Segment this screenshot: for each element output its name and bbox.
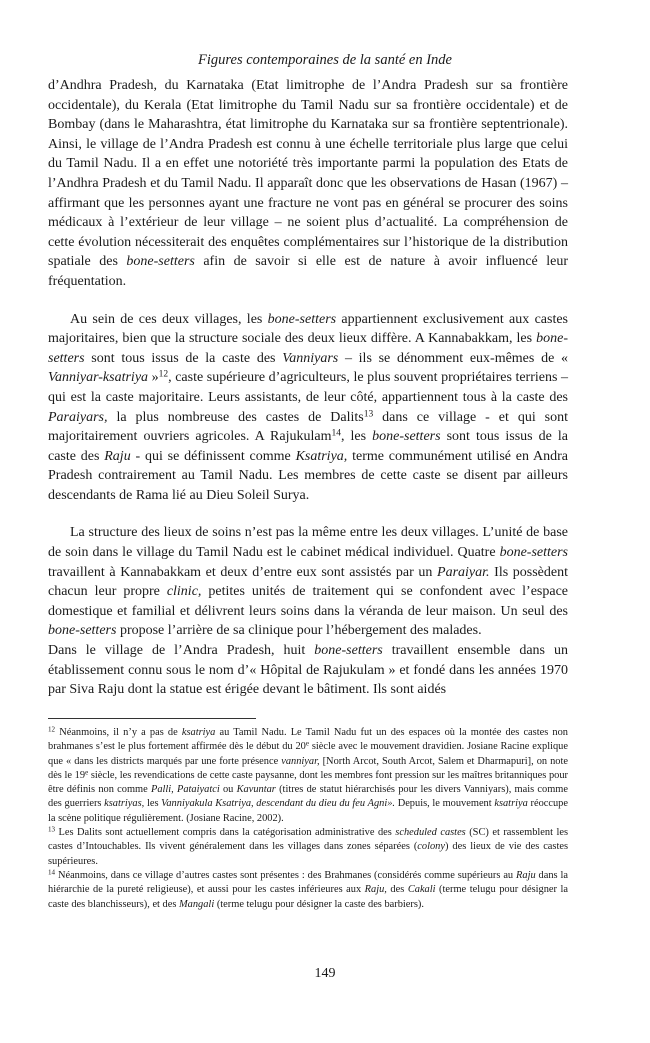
italic-term: bone-setters bbox=[372, 429, 441, 445]
italic-term: Cakali bbox=[407, 884, 436, 896]
text-run: - qui se définissent comme bbox=[130, 448, 296, 464]
text-run: ou bbox=[219, 784, 237, 796]
text-run: Depuis, le mouvement bbox=[395, 798, 495, 810]
paragraph bbox=[48, 76, 568, 292]
text-run: appartiennent exclusivement aux castes majoritaires, bien que la structure sociale des deux lieux diffère. A Kannabakkam, les bbox=[48, 311, 568, 347]
text-run: afin de savoir si elle est de nature à avoir influencé leur fréquentation. bbox=[48, 254, 569, 289]
text-run: , caste supérieure d’agriculteurs, le plus souvent propriétaires terriens – qui est la caste majoritaire. Leurs assistants, de leur côté, appartiennent tous à la caste des bbox=[48, 370, 569, 405]
text-run: les bbox=[144, 798, 162, 810]
ordinal-suffix: e bbox=[85, 768, 89, 777]
text-run: la plus nombreuse des castes de Dalits bbox=[107, 409, 364, 425]
footnote-ref[interactable]: 14 bbox=[331, 428, 341, 439]
italic-term: Palli, Pataiyatci bbox=[150, 784, 220, 796]
text-run: réoccupe la scène politique régulièrement. (Josiane Racine, 2002). bbox=[48, 798, 568, 824]
text-run: des bbox=[386, 884, 408, 896]
footnote-ref[interactable]: 12 bbox=[158, 369, 169, 380]
italic-term: bone-setters bbox=[499, 545, 568, 561]
italic-term: Ksatriya, bbox=[295, 448, 348, 464]
text-run: travaillent à Kannabakkam et deux d’entre eux sont assistés par un bbox=[48, 564, 438, 580]
italic-term: Raju bbox=[104, 448, 131, 464]
text-run: travaillent ensemble dans un établissement connu sous le nom d’« Hôpital de Rajukulam » et fondé dans les années 1970 par Siva Raju dont la statue est érigée devant le bâtiment. Ils sont aidés bbox=[48, 643, 568, 698]
text-run: propose l’arrière de sa clinique pour l’hébergement des malades. bbox=[116, 623, 482, 639]
text-run: au Tamil Nadu. Le Tamil Nadu fut un des espaces où la montée des castes non brahmanes s’est le plus fortement affirmée dès le début du 20 bbox=[48, 727, 568, 753]
text-run: (titres de statut hiérarchisés pour les divers Vanniyars), mais comme des guerriers bbox=[48, 784, 568, 810]
paragraph bbox=[48, 310, 568, 506]
footnote-number: 14 bbox=[48, 868, 56, 877]
text-run: terme communément utilisé en Andra Pradesh contrairement au Tamil Nadu. Les membres de cette caste se disent par ailleurs descendants de Rama lié au Dieu Soleil Surya. bbox=[48, 448, 568, 503]
text-run: – ils se dénomment eux-mêmes de « bbox=[338, 350, 569, 366]
italic-term: Paraiyar. bbox=[437, 564, 490, 580]
italic-term: ksatriyas, bbox=[104, 798, 145, 810]
italic-term: bone-setters bbox=[48, 331, 568, 366]
italic-term: bone-setters bbox=[267, 311, 337, 327]
footnote-number: 12 bbox=[48, 725, 56, 734]
text-run: dans ce village - et qui sont majoritairement ouvriers agricoles. A Rajukulam bbox=[48, 409, 568, 445]
italic-term: Kavuntar bbox=[236, 784, 276, 796]
text-run: (terme telugu pour désigner la caste des blanchisseurs), et des bbox=[48, 884, 568, 910]
paragraph bbox=[48, 523, 568, 641]
italic-term: ksatriya bbox=[181, 727, 216, 738]
footnote-14 bbox=[48, 869, 568, 912]
text-run: ) des lieux de vie des castes supérieures. bbox=[48, 841, 569, 867]
italic-term: Mangali bbox=[179, 898, 215, 910]
text-run: Les Dalits sont actuellement compris dans la catégorisation administrative des bbox=[55, 827, 396, 839]
footnote-separator bbox=[48, 718, 256, 719]
main-text bbox=[48, 76, 568, 700]
text-run: » bbox=[148, 370, 159, 386]
italic-term: Paraiyars, bbox=[48, 409, 108, 425]
text-run: (terme telugu pour désigner la caste des barbiers). bbox=[214, 898, 424, 910]
running-title: Figures contemporaines de la santé en Inde bbox=[198, 52, 452, 68]
footnote-number: 13 bbox=[48, 825, 56, 834]
italic-term: bone-setters bbox=[126, 254, 195, 270]
italic-term: Vanniyakula Ksatriya, descendant du dieu du feu Agni». bbox=[161, 798, 396, 810]
italic-term: bone-setters bbox=[48, 623, 117, 639]
italic-term: scheduled castes bbox=[395, 827, 466, 839]
text-run: Ils possèdent chacun leur propre bbox=[48, 564, 568, 600]
italic-term: Vanniyars bbox=[282, 350, 339, 366]
text-run: d’Andhra Pradesh, du Karnataka (Etat limitrophe de l’Andra Pradesh sur sa frontière occidentale), du Kerala (Etat limitrophe du Tamil Nadu sur sa frontière occidentale) et de Bombay (dans le Maharashtra, état limitrophe du Karnataka sur sa frontière septentrionale). Ainsi, le village de l’Andra Pradesh est connu à une échelle territoriale plus large que celui du Tamil Nadu. Il a en effet une notoriété très importante parmi la population des Etats de l’Andhra Pradesh et du Tamil Nadu. Il apparaît donc que les observations de Hasan (1967) – affirmant que les personnes ayant une fracture ne vont pas en général se procurer des soins médicaux à l’extérieur de leur village – ne soient plus d’actualité. La compréhension de cette évolution nécessiterait des enquêtes complémentaires sur l’historique de la distribution spatiale des bbox=[48, 78, 568, 270]
italic-term: bone-setters bbox=[314, 643, 383, 659]
footnote-ref[interactable]: 13 bbox=[363, 408, 374, 419]
text-run: sont tous issus de la caste des bbox=[48, 429, 568, 464]
footnote-12 bbox=[48, 726, 568, 826]
italic-term: Vanniyar-ksatriya bbox=[48, 370, 149, 386]
italic-term: Raju, bbox=[364, 884, 387, 896]
text-run: siècle avec le mouvement dravidien. Josiane Racine explique que « dans les districts marqués par une forte présence bbox=[48, 741, 568, 767]
text-run: Néanmoins, il n’y a pas de bbox=[55, 727, 182, 738]
text-run: siècle, les revendications de cette caste paysanne, dont les membres font pression sur les maîtres britanniques pour être définis non comme bbox=[48, 769, 568, 796]
text-run: Dans le village de l’Andra Pradesh, huit bbox=[48, 643, 315, 659]
text-run: Néanmoins, dans ce village d’autres castes sont présentes : des Brahmanes (considérés comme supérieurs au bbox=[55, 869, 517, 881]
text-run: [North Arcot, South Arcot, Salem et Dharmapuri], on note dès le 19 bbox=[48, 755, 568, 781]
footnotes bbox=[48, 726, 568, 912]
ordinal-suffix: e bbox=[305, 739, 309, 748]
text-run: , les bbox=[340, 429, 373, 445]
text-run: dans la hiérarchie de la pureté religieuse), et aussi pour les castes inférieures aux bbox=[48, 869, 568, 896]
italic-term: ksatriya bbox=[494, 798, 528, 810]
text-run: sont tous issus de la caste des bbox=[84, 350, 283, 366]
italic-term: Raju bbox=[516, 869, 536, 881]
paragraph bbox=[48, 641, 568, 700]
text-run: (SC) et rassemblent les castes d’Intouchables. Ils vivent généralement dans les villages dans zones séparées ( bbox=[48, 827, 568, 853]
footnote-13 bbox=[48, 826, 568, 869]
text-run: petites unités de traitement qui se confondent avec l’espace domestique et familial et délivrent leurs soins dans la véranda de leur maison. Un seul des bbox=[48, 584, 568, 619]
italic-term: vanniyar, bbox=[281, 755, 320, 767]
italic-term: colony bbox=[417, 841, 445, 853]
page-number: 149 bbox=[314, 966, 336, 981]
text-run: La structure des lieux de soins n’est pas la même entre les deux villages. L’unité de base de soin dans le village du Tamil Nadu est le cabinet médical individuel. Quatre bbox=[48, 525, 568, 561]
text-run: Au sein de ces deux villages, les bbox=[70, 311, 268, 327]
italic-term: clinic, bbox=[166, 584, 202, 600]
